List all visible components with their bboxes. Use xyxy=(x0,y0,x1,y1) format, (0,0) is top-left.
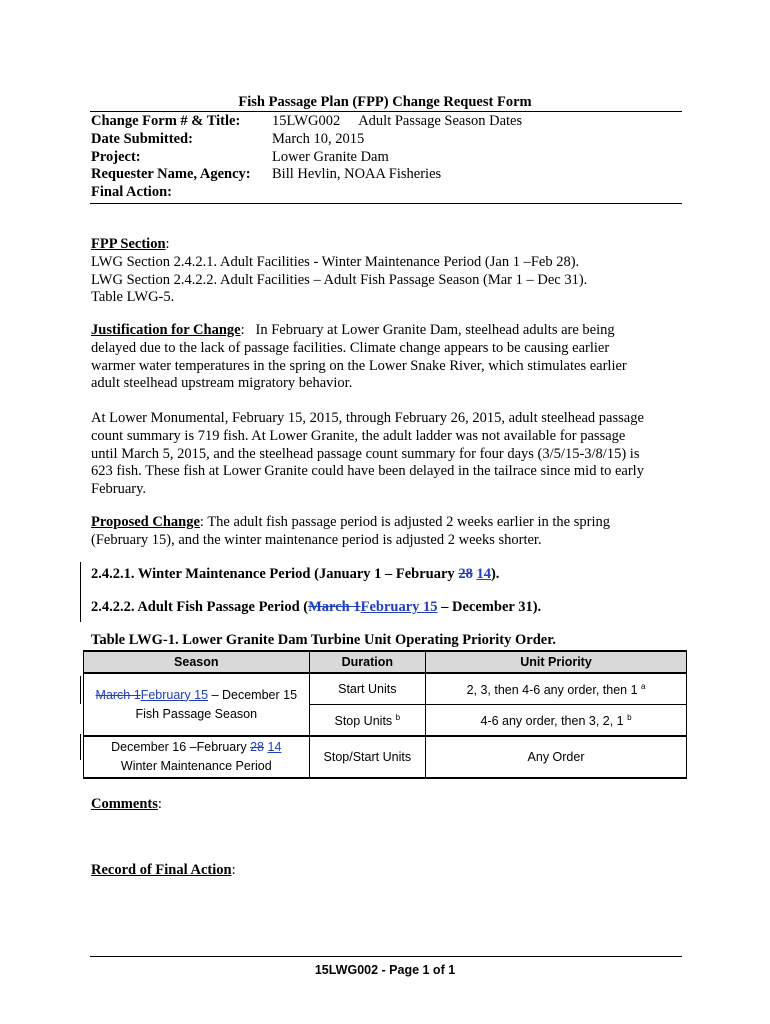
paragraph-line: Table LWG-5. xyxy=(91,289,175,306)
paragraph-line: In February at Lower Granite Dam, steelhead adults are being xyxy=(255,322,615,338)
meta-row-date xyxy=(91,131,522,149)
section-2421-heading: 2.4.2.1. Winter Maintenance Period (January 1 – February 28 14). xyxy=(91,566,500,582)
meta-row-final-action xyxy=(91,184,522,202)
proposed-change-section: Proposed Change: The adult fish passage period is adjusted 2 weeks earlier in the spring (February 15), and the winter maintenance period is adjusted 2 weeks shorter. xyxy=(91,514,681,550)
meta-row-change-form xyxy=(91,113,522,131)
season-cell: March 1February 15 – December 15 Fish Passage Season xyxy=(84,673,310,736)
deleted-text: March 1 xyxy=(308,599,361,615)
justification-section: Justification for Change: In February at Lower Granite Dam, steelhead adults are being delayed due to the lack of passage facilities. Climate change appears to be causing earlier warmer water temperatures in the spring on the Lower Snake River, which stimulates earlier adult steelhead upstream migratory behavior. xyxy=(91,322,681,393)
meta-label: Date Submitted: xyxy=(91,130,193,147)
paragraph-line: LWG Section 2.4.2.2. Adult Facilities – Adult Fish Passage Season (Mar 1 – Dec 31). xyxy=(91,271,588,288)
deleted-text: March 1 xyxy=(95,687,141,702)
priority-cell: 2, 3, then 4-6 any order, then 1 $^a$ xyxy=(426,673,687,705)
paragraph-line: LWG Section 2.4.2.1. Adult Facilities - Winter Maintenance Period (Jan 1 –Feb 28). xyxy=(91,253,580,270)
passage-count-paragraph xyxy=(91,410,681,499)
duration-cell: Stop Units $^b$ xyxy=(309,705,425,737)
paragraph-line: until March 5, 2015, and the steelhead passage count summary for four days (3/5/15-3/8/15) is xyxy=(91,445,640,462)
section-heading: Comments xyxy=(91,796,158,812)
deleted-text: 28 xyxy=(250,740,265,754)
meta-label: Project: xyxy=(91,148,141,165)
column-header: Season xyxy=(84,651,310,673)
page-footer: 15LWG002 - Page 1 of 1 xyxy=(314,963,456,977)
section-heading: Record of Final Action xyxy=(91,862,232,878)
deleted-text: 28 xyxy=(458,566,473,582)
header-rule-top xyxy=(90,111,682,112)
inserted-text: 14 xyxy=(267,740,282,754)
meta-row-project xyxy=(91,149,522,167)
column-header: Duration xyxy=(309,651,425,673)
meta-value: Bill Hevlin, NOAA Fisheries xyxy=(272,166,442,183)
paragraph-line: February. xyxy=(91,481,147,498)
duration-cell: Start Units xyxy=(309,673,425,705)
inserted-text: February 15 xyxy=(140,687,209,702)
comments-section: Comments: xyxy=(91,796,162,812)
revision-change-bar xyxy=(80,734,81,760)
duration-cell: Stop/Start Units xyxy=(309,736,425,778)
paragraph-line: delayed due to the lack of passage facilities. Climate change appears to be causing earlier xyxy=(91,339,610,356)
revision-change-bar xyxy=(80,676,81,704)
table-row xyxy=(84,673,687,705)
meta-label: Requester Name, Agency: xyxy=(91,166,251,183)
turbine-priority-table xyxy=(83,650,687,779)
form-title: Fish Passage Plan (FPP) Change Request Form xyxy=(238,94,532,110)
paragraph-line: (February 15), and the winter maintenance period is adjusted 2 weeks shorter. xyxy=(91,531,542,548)
table-caption: Table LWG-1. Lower Granite Dam Turbine Unit Operating Priority Order. xyxy=(91,632,556,648)
paragraph-line: adult steelhead upstream migratory behavior. xyxy=(91,375,353,392)
header-rule-bottom xyxy=(90,203,682,204)
paragraph-line: The adult fish passage period is adjusted 2 weeks earlier in the spring xyxy=(207,514,610,530)
meta-label: Final Action: xyxy=(91,184,172,201)
form-metadata xyxy=(91,113,522,202)
table-row xyxy=(84,736,687,778)
meta-label: Change Form # & Title: xyxy=(91,113,241,129)
inserted-text: February 15 xyxy=(360,599,438,615)
meta-value: 15LWG002 xyxy=(272,113,341,129)
section-2422-heading: 2.4.2.2. Adult Fish Passage Period (March 1February 15 – December 31). xyxy=(91,599,542,615)
inserted-text: 14 xyxy=(476,566,491,582)
meta-value: Adult Passage Season Dates xyxy=(358,113,523,129)
meta-row-requester xyxy=(91,166,522,184)
footer-rule xyxy=(90,956,682,957)
meta-value: Lower Granite Dam xyxy=(272,148,389,165)
meta-value: March 10, 2015 xyxy=(272,130,365,147)
paragraph-line: count summary is 719 fish. At Lower Granite, the adult ladder was not available for passage xyxy=(91,427,626,444)
section-heading: FPP Section xyxy=(91,236,166,252)
paragraph-line: warmer water temperatures in the spring on the Lower Snake River, which stimulates earlier xyxy=(91,357,627,374)
season-cell: December 16 –February 28 14 Winter Maintenance Period xyxy=(84,736,310,778)
section-heading: Justification for Change xyxy=(91,322,241,338)
paragraph-line: At Lower Monumental, February 15, 2015, through February 26, 2015, adult steelhead passage xyxy=(91,410,644,426)
column-header: Unit Priority xyxy=(426,651,687,673)
paragraph-line: 623 fish. These fish at Lower Granite could have been delayed in the tailrace since mid to early xyxy=(91,463,644,480)
record-final-action-section: Record of Final Action: xyxy=(91,862,236,878)
section-heading: Proposed Change xyxy=(91,514,200,530)
priority-cell: Any Order xyxy=(426,736,687,778)
priority-cell: 4-6 any order, then 3, 2, 1 $^b$ xyxy=(426,705,687,737)
table-header-row xyxy=(84,651,687,673)
revision-change-bar xyxy=(80,562,81,622)
fpp-section: FPP Section: LWG Section 2.4.2.1. Adult Facilities - Winter Maintenance Period (Jan 1 –Feb 28). LWG Section 2.4.2.2. Adult Facilities – Adult Fish Passage Season (Mar 1 – Dec 31). Table LWG-5. xyxy=(91,236,681,307)
